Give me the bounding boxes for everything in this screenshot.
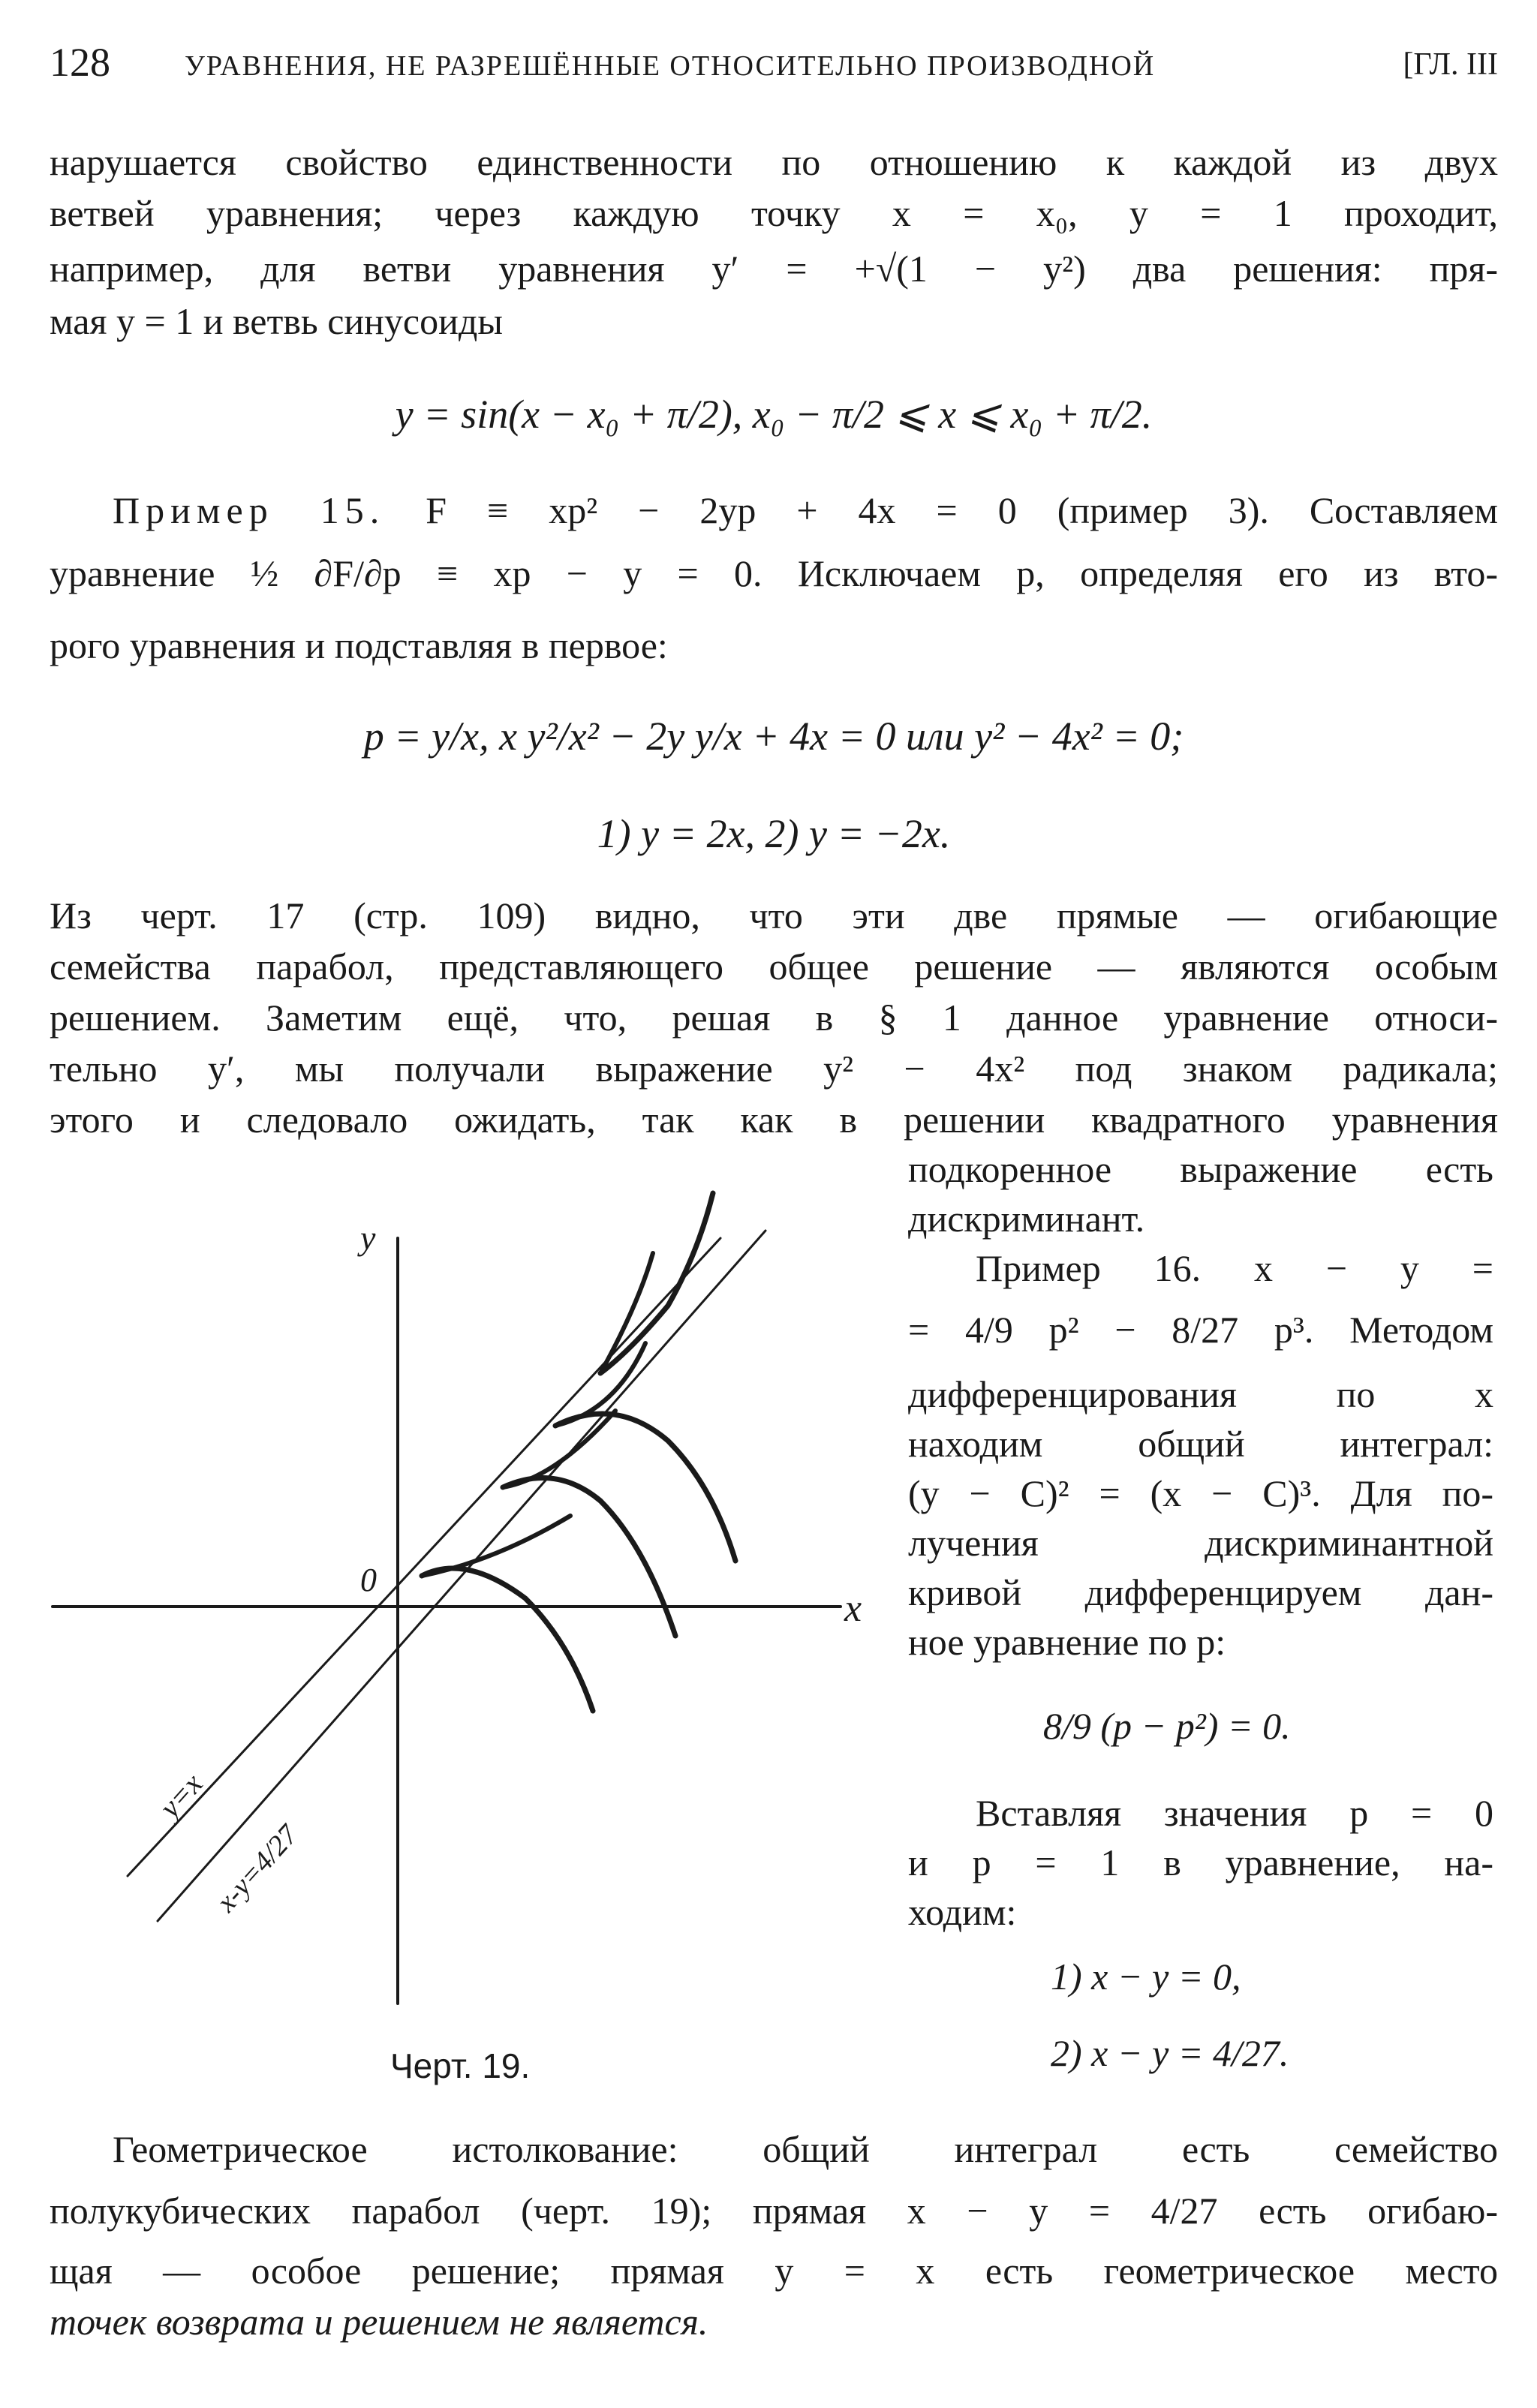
figure-19-drawing xyxy=(45,1126,901,2049)
paragraph-2-line-4: тельно y′, мы получали выражение y² − 4x² под знаком радикала; xyxy=(50,1048,1498,1090)
example-15-label: Пример 15. xyxy=(113,489,386,531)
page-number: 128 xyxy=(50,40,110,85)
line-label-envelope: x-y=4/27 xyxy=(210,1819,305,1919)
paragraph-1-line-2: ветвей уравнения; через каждую точку x = x₀, y = 1 проходит, xyxy=(50,192,1498,234)
right-column-line-13: и p = 1 в уравнение, на- xyxy=(908,1841,1493,1883)
right-column-line-7: (y − C)² = (x − C)³. Для по- xyxy=(908,1472,1493,1514)
figure-19 xyxy=(45,1126,901,2049)
parabola-branch-5 xyxy=(600,1253,653,1373)
paragraph-3-line-2: полукубических парабол (черт. 19); прямая x − y = 4/27 есть огибаю- xyxy=(50,2190,1498,2232)
right-column-equation-derivative: 8/9 (p − p²) = 0. xyxy=(1043,1705,1291,1747)
running-header xyxy=(50,39,1498,92)
running-title: УРАВНЕНИЯ, НЕ РАЗРЕШЁННЫЕ ОТНОСИТЕЛЬНО ПРОИЗВОДНОЙ xyxy=(185,50,1156,82)
right-column-line-4: = 4/9 p² − 8/27 p³. Методом xyxy=(908,1309,1493,1351)
chapter-label: [ГЛ. III xyxy=(1403,47,1498,82)
right-column-line-6: находим общий интеграл: xyxy=(908,1423,1493,1465)
equation-sine-branch: y = sin(x − x₀ + π/2), x₀ − π/2 ⩽ x ⩽ x₀ + π/2. xyxy=(395,392,1153,437)
right-column-line-2: дискриминант. xyxy=(908,1198,1145,1240)
figure-19-caption: Черт. 19. xyxy=(390,2046,531,2085)
right-column-line-3: Пример 16. x − y = xyxy=(976,1247,1493,1289)
paragraph-1-line-3: например, для ветви уравнения y′ = +√(1 − y²) два решения: пря- xyxy=(50,248,1498,290)
paragraph-1-line-1: нарушается свойство единственности по отношению к каждой из двух xyxy=(50,141,1498,183)
parabola-upper-branch-2 xyxy=(503,1478,675,1636)
parabola-upper-branch-1 xyxy=(422,1568,593,1711)
x-axis-label: x xyxy=(844,1587,862,1630)
paragraph-2-line-3: решением. Заметим ещё, что, решая в § 1 данное уравнение относи- xyxy=(50,997,1498,1039)
right-column-line-5: дифференцирования по x xyxy=(908,1373,1493,1415)
line-y-equals-x xyxy=(128,1238,720,1876)
paragraph-2-line-5: этого и следовало ожидать, так как в решении квадратного уравнения xyxy=(50,1099,1498,1141)
equation-eliminate-p: p = y/x, x y²/x² − 2y y/x + 4x = 0 или y² − 4x² = 0; xyxy=(363,714,1184,759)
example-15-line-3: рого уравнения и подставляя в первое: xyxy=(50,624,668,666)
right-column-result-2: 2) x − y = 4/27. xyxy=(1051,2032,1289,2074)
paragraph-3-line-1: Геометрическое истолкование: общий интеграл есть семейство xyxy=(113,2128,1498,2170)
example-15-line-2: уравнение ½ ∂F/∂p ≡ xp − y = 0. Исключаем p, определяя его из вто- xyxy=(50,552,1498,594)
right-column-line-14: ходим: xyxy=(908,1891,1017,1933)
right-column-line-12: Вставляя значения p = 0 xyxy=(976,1792,1493,1834)
right-column-line-1: подкоренное выражение есть xyxy=(908,1148,1493,1190)
right-column-line-9: кривой дифференцируем дан- xyxy=(908,1571,1493,1613)
origin-label: 0 xyxy=(360,1562,377,1598)
right-column-line-8: лучения дискриминантной xyxy=(908,1522,1493,1564)
line-label-y-equals-x: y=x xyxy=(152,1766,209,1825)
y-axis-label: y xyxy=(360,1219,376,1257)
paragraph-3-line-3: щая — особое решение; прямая y = x есть геометрическое место xyxy=(50,2250,1498,2292)
example-15-line-1 xyxy=(113,488,1498,533)
right-column-line-10: ное уравнение по p: xyxy=(908,1621,1226,1663)
paragraph-2-line-1: Из черт. 17 (стр. 109) видно, что эти две прямые — огибающие xyxy=(50,894,1498,936)
example-15-text-1: F ≡ xp² − 2yp + 4x = 0 (пример 3). Составляем xyxy=(426,489,1499,531)
right-column-result-1: 1) x − y = 0, xyxy=(1051,1956,1241,1998)
line-envelope xyxy=(158,1231,765,1921)
paragraph-3-line-4: точек возврата и решением не является. xyxy=(50,2301,708,2343)
equation-solutions: 1) y = 2x, 2) y = −2x. xyxy=(597,811,951,856)
paragraph-1-line-4: мая y = 1 и ветвь синусоиды xyxy=(50,300,503,342)
paragraph-2-line-2: семейства парабол, представляющего общее решение — являются особым xyxy=(50,945,1498,988)
